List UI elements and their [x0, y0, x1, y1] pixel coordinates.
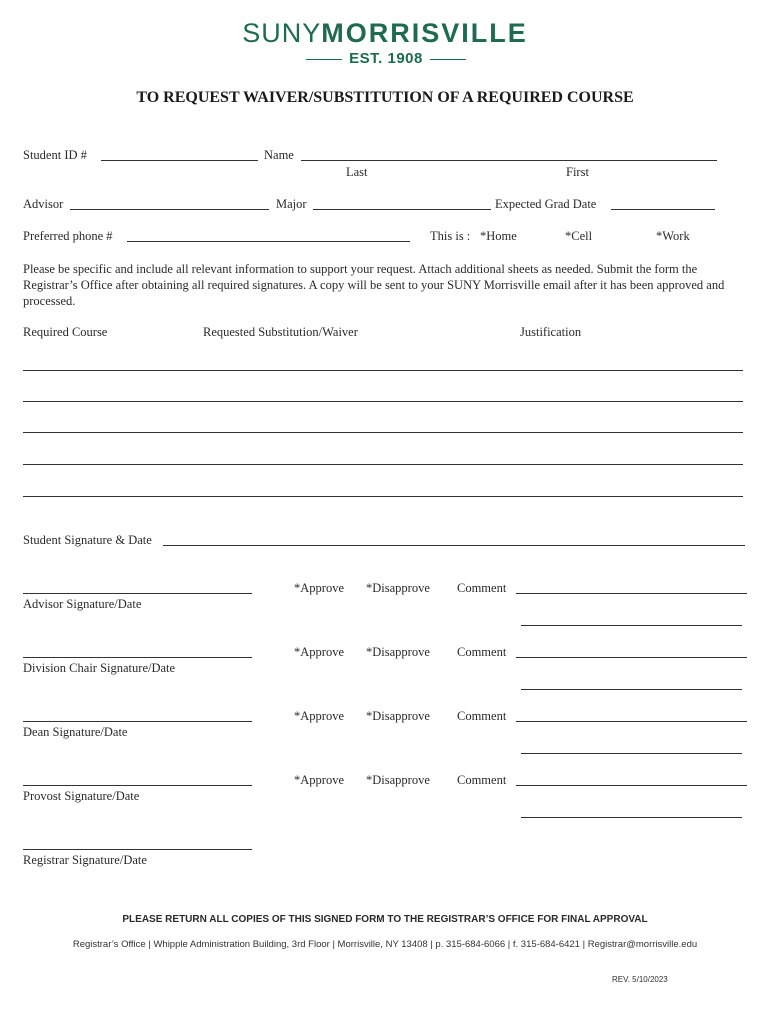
- logo-suny: SUNY: [242, 18, 322, 48]
- comment-field-2[interactable]: [521, 753, 742, 754]
- division-chair-signature-label: Division Chair Signature/Date: [23, 661, 176, 675]
- grad-date-label: Expected Grad Date: [495, 197, 597, 211]
- cell-option[interactable]: *Cell: [565, 229, 593, 243]
- this-is-label: This is :: [430, 229, 471, 243]
- comment-field-2[interactable]: [521, 625, 742, 626]
- advisor-signature-label: Advisor Signature/Date: [23, 597, 142, 611]
- instructions-text: Please be specific and include all relevant information to support your request. Attach additional sheets as needed. Submit the form the Registrar’s Office after obtaining all required signatures. A copy will be sent to your SUNY Morrisville email after it has been approved and processed.: [23, 262, 725, 308]
- approve-option[interactable]: *Approve: [294, 645, 344, 659]
- comment-label: Comment: [457, 581, 507, 595]
- logo-est-text: EST. 1908: [349, 50, 423, 67]
- disapprove-option[interactable]: *Disapprove: [366, 645, 430, 659]
- return-notice: PLEASE RETURN ALL COPIES OF THIS SIGNED FORM TO THE REGISTRAR’S OFFICE FOR FINAL APPROVAL: [122, 914, 648, 925]
- comment-field-2[interactable]: [521, 689, 742, 690]
- col-justification: Justification: [520, 325, 582, 339]
- advisor-signature-line[interactable]: [23, 593, 252, 594]
- comment-label: Comment: [457, 709, 507, 723]
- comment-field-2[interactable]: [521, 817, 742, 818]
- suny-morrisville-logo: [0, 18, 770, 67]
- comment-field[interactable]: [516, 593, 747, 594]
- registrar-signature-label: Registrar Signature/Date: [23, 853, 147, 867]
- disapprove-option[interactable]: *Disapprove: [366, 773, 430, 787]
- student-id-field[interactable]: [101, 160, 258, 161]
- approve-option[interactable]: *Approve: [294, 581, 344, 595]
- course-line[interactable]: [23, 370, 743, 371]
- course-line[interactable]: [23, 496, 743, 497]
- form-title: TO REQUEST WAIVER/SUBSTITUTION OF A REQUIRED COURSE: [136, 89, 634, 106]
- disapprove-option[interactable]: *Disapprove: [366, 709, 430, 723]
- approve-option[interactable]: *Approve: [294, 773, 344, 787]
- comment-label: Comment: [457, 645, 507, 659]
- disapprove-option[interactable]: *Disapprove: [366, 581, 430, 595]
- name-field[interactable]: [301, 160, 717, 161]
- course-line[interactable]: [23, 464, 743, 465]
- home-option[interactable]: *Home: [480, 229, 517, 243]
- col-required-course: Required Course: [23, 325, 108, 339]
- student-id-label: Student ID #: [23, 148, 87, 162]
- name-label: Name: [264, 148, 294, 162]
- phone-field[interactable]: [127, 241, 410, 242]
- comment-label: Comment: [457, 773, 507, 787]
- dean-signature-label: Dean Signature/Date: [23, 725, 128, 739]
- revision-date: REV. 5/10/2023: [612, 975, 668, 984]
- work-option[interactable]: *Work: [656, 229, 690, 243]
- last-name-caption: Last: [346, 165, 368, 179]
- dean-signature-line[interactable]: [23, 721, 252, 722]
- advisor-field[interactable]: [70, 209, 269, 210]
- comment-field[interactable]: [516, 785, 747, 786]
- major-field[interactable]: [313, 209, 491, 210]
- student-signature-field[interactable]: [163, 545, 745, 546]
- approve-option[interactable]: *Approve: [294, 709, 344, 723]
- logo-morrisville: MORRISVILLE: [321, 18, 528, 48]
- advisor-label: Advisor: [23, 197, 64, 211]
- comment-field[interactable]: [516, 721, 747, 722]
- course-line[interactable]: [23, 401, 743, 402]
- first-name-caption: First: [566, 165, 589, 179]
- division-chair-signature-line[interactable]: [23, 657, 252, 658]
- registrar-signature-line[interactable]: [23, 849, 252, 850]
- course-line[interactable]: [23, 432, 743, 433]
- phone-label: Preferred phone #: [23, 229, 113, 243]
- grad-date-field[interactable]: [611, 209, 715, 210]
- registrar-contact-info: Registrar’s Office | Whipple Administration Building, 3rd Floor | Morrisville, NY 13408 | p. 315-684-6066 | f. 315-684-6421 | Registrar@morrisville.edu: [72, 939, 698, 950]
- provost-signature-label: Provost Signature/Date: [23, 789, 140, 803]
- logo-established: [306, 49, 466, 69]
- major-label: Major: [276, 197, 307, 211]
- comment-field[interactable]: [516, 657, 747, 658]
- provost-signature-line[interactable]: [23, 785, 252, 786]
- col-requested-substitution: Requested Substitution/Waiver: [203, 325, 358, 339]
- student-signature-label: Student Signature & Date: [23, 533, 152, 547]
